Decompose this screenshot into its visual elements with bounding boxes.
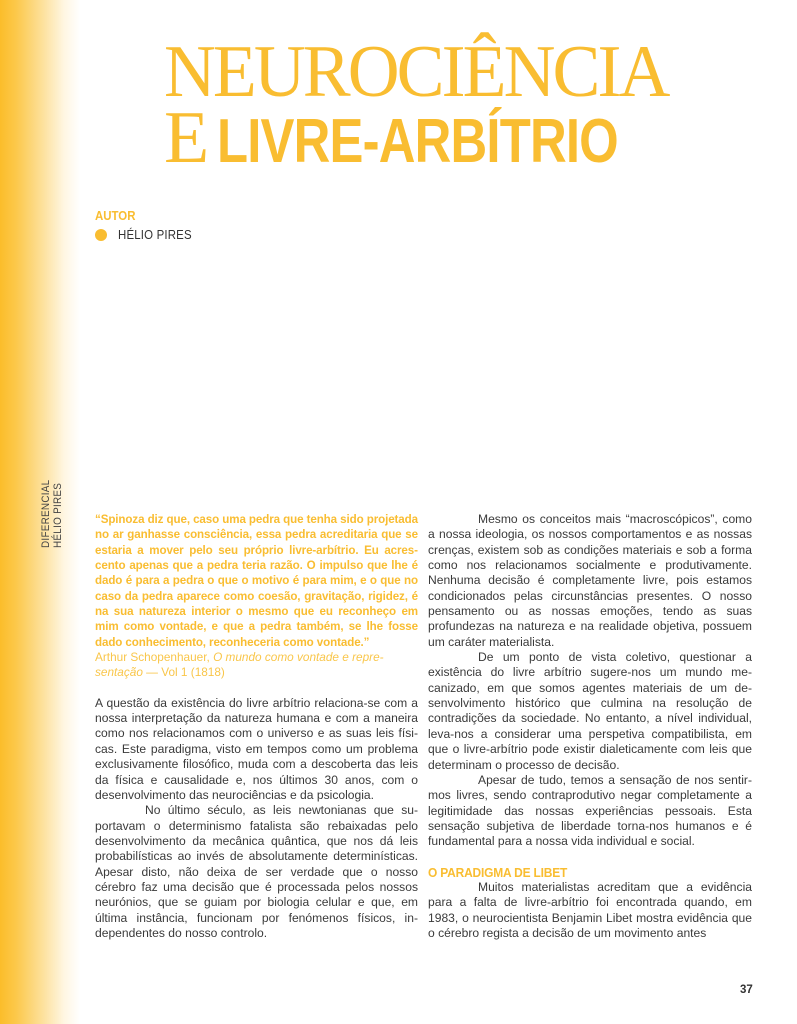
page-number: 37 <box>740 984 753 996</box>
body-paragraph: Mesmo os conceitos mais “macroscópicos”, como a nossa ideologia, os nossos comportamentos e as nossas crenças, existem sob as condições materiais e sob a forma como nos relacionamos socialmente e produtivamente. Nenhuma decisão é completamente livre, pois estamos condicionados pelas circunstâncias presentes. O nosso pensamento ou as nossas emoções, tendo as suas profundezas na natureza e na realidade objetiva, possuem um caráter materialista. <box>428 512 752 649</box>
author-name: HÉLIO PIRES <box>118 227 192 242</box>
attribution-author: Arthur Schopenhauer, <box>95 650 210 665</box>
body-paragraph: No último século, as leis newtonianas que suportavam o determinismo fatalista são rebaixadas pelo desenvolvimento da mecânica quântica, que nos dá leis probabilísticas ao invés de absolutamente determinísticas. Apesar disto, não deixa de ser verdade que o nosso cérebro faz uma decisão que é processada pelos nossos neurónios, que se guiam por biologia celular e que, em última instância, funcionam por fenómenos físicos, independentes do nosso controlo. <box>95 803 418 940</box>
side-section-label <box>40 472 64 548</box>
title-line-2 <box>164 97 694 190</box>
right-column <box>428 512 752 941</box>
author-label: AUTOR <box>95 208 136 223</box>
attribution-work: O mundo como vontade e representação <box>95 650 384 680</box>
epigraph-quote: “Spinoza diz que, caso uma pedra que tenha sido projetada no ar ganhasse consciência, essa pedra acreditaria que se estaria a mover pelo seu próprio livre-arbítrio. Eu acrescento apenas que a pedra teria razão. O impulso que lhe é dado é para a pedra o que o motivo é para mim, e o que no caso da pedra aparece como coesão, gravitação, rigidez, é na sua natureza interior o mesmo que eu reconheço em mim como vontade, e que a pedra também, se lhe fosse dado conhecimento, reconheceria como vontade.” <box>95 513 418 649</box>
body-paragraph: Muitos materialistas acreditam que a evidência para a falta de livre-arbítrio foi encontrada quando, em 1983, o neurocientista Benjamin Libet mostra evidência que o cérebro regista a decisão de um movimento antes <box>428 879 752 940</box>
side-label-section: DIFERENCIAL <box>40 479 52 548</box>
author-row <box>95 227 202 242</box>
body-paragraph: Apesar de tudo, temos a sensação de nos sentirmos livres, sendo contraprodutivo negar completamente a legitimidade das nossas experiências pessoais. Esta sensação subjetiva de liberdade torna-nos humanos e é fundamental para a nossa vida individual e social. <box>428 772 752 849</box>
article-title <box>164 31 694 190</box>
dot-icon <box>95 229 107 241</box>
title-line-2-bold: LIVRE-ARBÍTRIO <box>217 107 619 176</box>
left-column <box>95 512 418 941</box>
epigraph-attribution <box>95 650 418 681</box>
title-line-1: NEUROCIÊNCIA <box>164 31 668 113</box>
side-label-author: HÉLIO PIRES <box>52 482 64 548</box>
title-line-2-serif: E <box>164 97 208 179</box>
body-paragraph: De um ponto de vista coletivo, questionar a existência do livre arbítrio sugere-nos um mundo mecanizado, em que somos agentes materiais de um desenvolvimento histórico que culmina na resolução de contradições da sociedade. No entanto, a nível individual, leva-nos a considerar uma perspetiva compatibilista, em que o livre-arbítrio pode existir dialeticamente com leis que determinam o processo de decisão. <box>428 650 752 772</box>
section-heading: O PARADIGMA DE LIBET <box>428 864 568 880</box>
body-paragraph: A questão da existência do livre arbítrio relaciona-se com a nossa interpretação da natureza humana e com a maneira como nos relacionamos com o universo e as suas leis físicas. Este paradigma, visto em tempos como um problema exclusivamente filosófico, muda com a descoberta das leis da física e causalidade e, nos últimos 30 anos, com o desenvolvimento das neurociências e da psicologia. <box>95 695 418 802</box>
attribution-detail: — Vol 1 (1818) <box>146 665 225 680</box>
